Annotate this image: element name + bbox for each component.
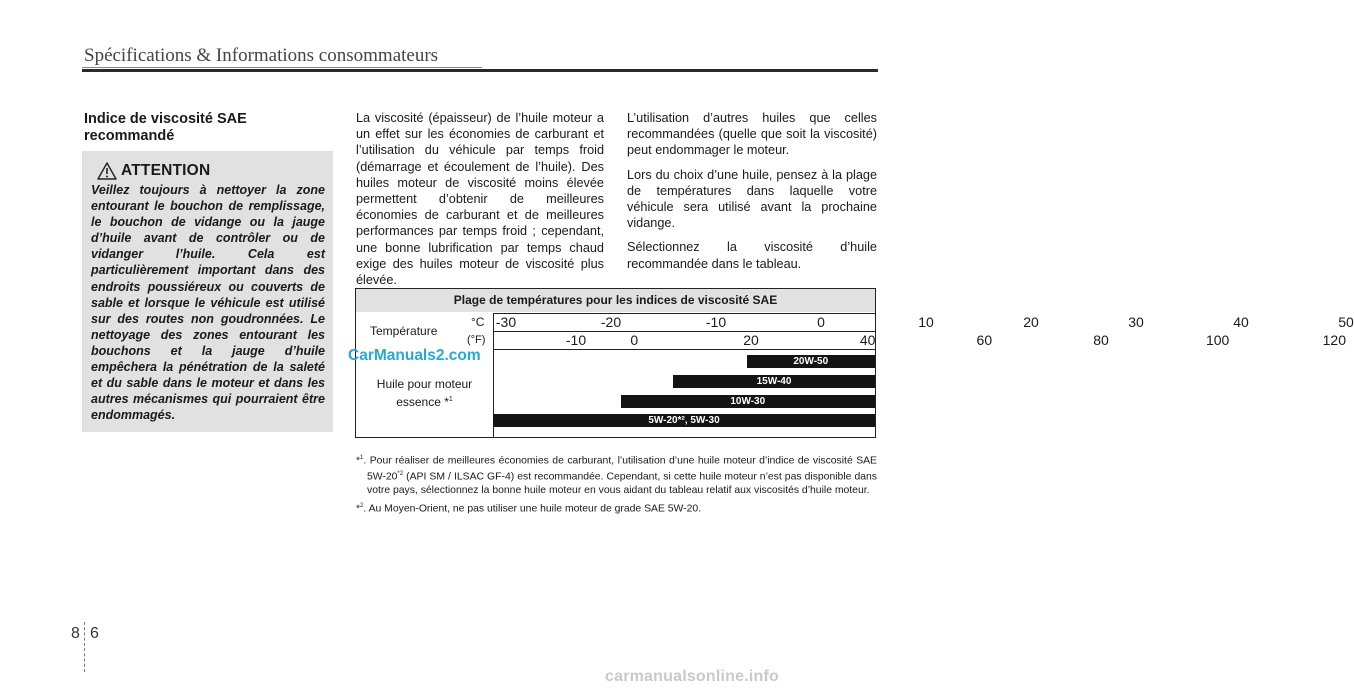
celsius-unit-label: °C: [471, 315, 485, 329]
oil-label-footnote-ref: 1: [448, 396, 453, 403]
fahrenheit-tick-label: 40: [859, 332, 876, 348]
oil-label-line-1: Huile pour moteur: [376, 377, 473, 391]
page-number-divider: [84, 622, 85, 672]
attention-box: [82, 151, 333, 432]
advice-paragraph-3: Sélectionnez la viscosité d’huile recommandée dans le tableau.: [627, 240, 877, 271]
celsius-tick-label: 10: [918, 314, 934, 330]
footnote-1-text-a: . Pour réaliser de meilleures économies de carburant, l’utilisation d’une huile moteur d’indice de viscosité SAE 5W-20: [363, 455, 877, 483]
celsius-tick-label: 50: [1338, 314, 1354, 330]
viscosity-grade-bar: 20W-50: [747, 355, 876, 368]
chapter-number: 8: [71, 625, 80, 642]
celsius-tick-label: 40: [1233, 314, 1249, 330]
viscosity-grade-bar: 15W-40: [673, 375, 875, 388]
viscosity-grade-bar: 5W-20*², 5W-30: [493, 414, 875, 427]
fahrenheit-tick-label: 20: [743, 332, 759, 348]
celsius-tick-label: -30: [495, 314, 517, 330]
footnote-1-sup: 1: [360, 455, 364, 461]
attention-header: [97, 161, 325, 181]
footnote-2-text: . Au Moyen-Orient, ne pas utiliser une huile moteur de grade SAE 5W-20.: [363, 503, 702, 515]
viscosity-intro-text: La viscosité (épaisseur) de l’huile moteur a un effet sur les économies de carburant et l’utilisation du véhicule par temps froid (démarrage et écoulement de l’huile). Des huiles moteur de viscosité moins élevée permettent d’obtenir de meilleures économies de carburant et de meilleures performances par temps froid ; cependant, une bonne lubrification par temps chaud exige des huiles moteur de viscosité plus élevée.: [356, 111, 604, 288]
attention-title: ATTENTION: [121, 162, 211, 179]
celsius-tick-label: 0: [817, 314, 825, 330]
viscosity-grade-bar: 10W-30: [621, 395, 876, 408]
fahrenheit-tick-label: -10: [565, 332, 587, 348]
footnote-1: [356, 452, 877, 497]
page-header-title: Spécifications & Informations consommateurs: [84, 45, 439, 66]
fahrenheit-tick-label: 100: [1205, 332, 1230, 348]
celsius-tick-label: 30: [1128, 314, 1144, 330]
footnote-1-text-b: (API SM / ILSAC GF-4) est recommandée. Cependant, si cette huile moteur n’est pas disponible dans votre pays, sélectionnez la bonne huile moteur en vous aidant du tableau relatif aux viscosités d’huile moteur.: [367, 471, 877, 496]
page-number: 6: [90, 625, 99, 642]
fahrenheit-tick-label: 0: [630, 332, 639, 348]
attention-body: Veillez toujours à nettoyer la zone entourant le bouchon de remplissage, le bouchon de vidange ou la jauge d’huile avant de contrôler ou de vidanger l’huile. Cela est particulièrement important dans des endroits poussiéreux ou couverts de sable et lorsque le véhicule est utilisé sur des routes non goudronnées. Le nettoyage des zones entourant les bouchons et la jauge d’huile empêchera la pénétration de la saleté et du sable dans le moteur et dans les autres mécanismes qui pourraient être endommagés.: [91, 183, 325, 423]
section-heading: Indice de viscosité SAE recommandé: [84, 111, 247, 144]
footnote-2-sup: 2: [360, 503, 364, 510]
footnote-2-mark: *: [356, 503, 361, 515]
fahrenheit-unit-label: (°F): [467, 334, 486, 346]
fahrenheit-tick-label: 60: [976, 332, 993, 348]
fahrenheit-tick-label: 80: [1093, 332, 1109, 348]
oil-label-line-2: essence *: [396, 395, 449, 409]
celsius-tick-label: 20: [1023, 314, 1039, 330]
header-rule-thin: [82, 67, 482, 68]
advice-paragraph-2: Lors du choix d’une huile, pensez à la plage de températures dans laquelle votre véhicule sera utilisé avant la prochaine vidange.: [627, 167, 877, 231]
gasoline-oil-label: [356, 376, 493, 410]
footnote-1-mark: *: [356, 455, 361, 467]
fahrenheit-tick-label: 120: [1322, 332, 1347, 348]
header-rule: [82, 69, 878, 72]
footnotes: [356, 452, 877, 517]
footnote-1-sup-2: *2: [397, 471, 404, 478]
advice-paragraph-1: L’utilisation d’autres huiles que celles recommandées (quelle que soit la viscosité) peut endommager le moteur.: [627, 111, 877, 158]
celsius-tick-label: -10: [705, 314, 727, 330]
table-title: Plage de températures pour les indices de viscosité SAE: [356, 289, 875, 312]
temperature-label: Température: [370, 324, 438, 338]
celsius-tick-label: -20: [600, 314, 622, 330]
footnote-2: [356, 500, 877, 516]
bottom-watermark: carmanualsonline.info: [605, 668, 780, 685]
celsius-scale-row: [493, 313, 1354, 331]
site-watermark: CarManuals2.com: [348, 347, 481, 364]
fahrenheit-scale-row: [493, 331, 1347, 350]
warning-triangle-icon: [97, 162, 117, 180]
viscosity-advice-column: [627, 110, 877, 280]
